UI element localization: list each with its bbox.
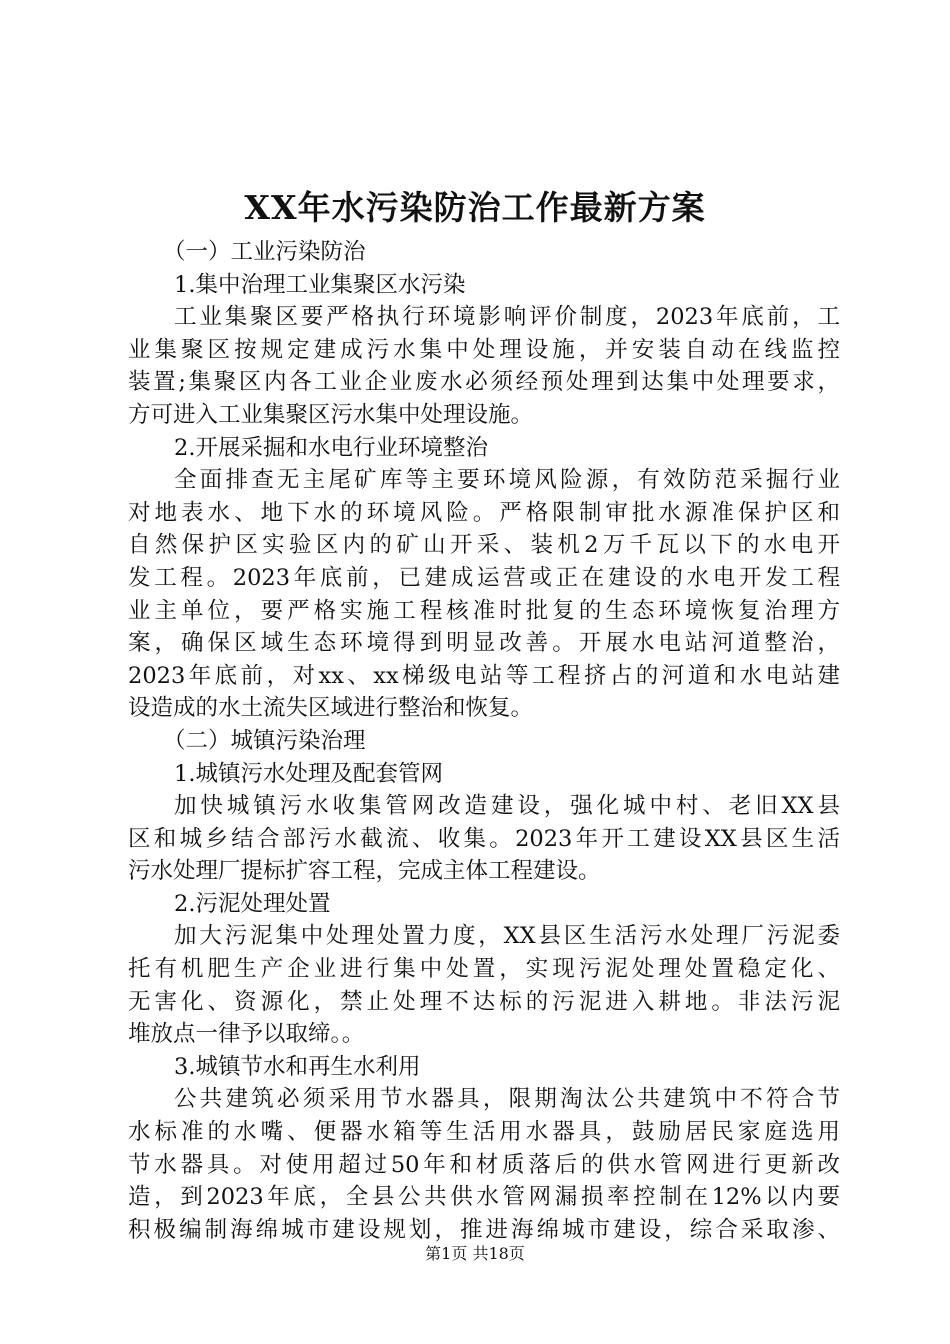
paragraph-line: 加快城镇污水收集管网改造建设，强化城中村、老旧XX县 — [174, 793, 840, 820]
document-title: XX年水污染防治工作最新方案 — [244, 188, 706, 227]
subsection-heading: 1.城镇污水处理及配套管网 — [174, 760, 443, 787]
paragraph-line: 工业集聚区要严格执行环境影响评价制度，2023年底前，工 — [174, 304, 840, 331]
paragraph-line: 造，到2023年底，全县公共供水管网漏损率控制在12%以内要 — [128, 1184, 840, 1211]
subsection-heading: 3.城镇节水和再生水利用 — [174, 1053, 421, 1080]
paragraph-line: 业集聚区按规定建成污水集中处理设施，并安装自动在线监控 — [128, 336, 840, 363]
paragraph-line: 发工程。2023年底前，已建成运营或正在建设的水电开发工程 — [128, 564, 840, 591]
paragraph-line: 节水器具。对使用超过50年和材质落后的供水管网进行更新改 — [128, 1151, 840, 1178]
subsection-heading: 2.开展采掘和水电行业环境整治 — [174, 434, 488, 461]
document-body — [128, 236, 840, 1246]
paragraph-line: 设造成的水土流失区域进行整治和恢复。 — [128, 695, 534, 722]
page-number: 第1页 共18页 — [425, 1244, 525, 1263]
paragraph-line: 方可进入工业集聚区污水集中处理设施。 — [128, 401, 534, 428]
paragraph-line: 托有机肥生产企业进行集中处置，实现污泥处理处置稳定化、 — [128, 956, 840, 983]
section-heading-1: （一）工业污染防治 — [163, 239, 366, 265]
subsection-heading: 1.集中治理工业集聚区水污染 — [174, 271, 466, 298]
paragraph-line: 对地表水、地下水的环境风险。严格限制审批水源准保护区和 — [128, 499, 840, 526]
section-heading-2: （二）城镇污染治理 — [163, 727, 366, 754]
paragraph-line: 业主单位，要严格实施工程核准时批复的生态环境恢复治理方 — [128, 597, 840, 624]
paragraph-line: 积极编制海绵城市建设规划，推进海绵城市建设，综合采取渗、 — [128, 1216, 840, 1243]
paragraph-line: 2023年底前，对xx、xx梯级电站等工程挤占的河道和水电站建 — [128, 662, 840, 689]
paragraph-line: 公共建筑必须采用节水器具，限期淘汰公共建筑中不符合节 — [174, 1086, 840, 1113]
subsection-heading: 2.污泥处理处置 — [174, 890, 331, 917]
paragraph-line: 案，确保区域生态环境得到明显改善。开展水电站河道整治， — [128, 630, 840, 657]
paragraph-line: 堆放点一律予以取缔。。 — [128, 1021, 365, 1048]
paragraph-line: 无害化、资源化，禁止处理不达标的污泥进入耕地。非法污泥 — [128, 988, 840, 1015]
paragraph-line: 装置;集聚区内各工业企业废水必须经预处理到达集中处理要求， — [128, 369, 840, 396]
paragraph-line: 加大污泥集中处理处置力度，XX县区生活污水处理厂污泥委 — [174, 923, 840, 950]
paragraph-line: 区和城乡结合部污水截流、收集。2023年开工建设XX县区生活 — [128, 825, 840, 852]
paragraph-line: 全面排查无主尾矿库等主要环境风险源，有效防范采掘行业 — [174, 467, 840, 494]
paragraph-line: 污水处理厂提标扩容工程，完成主体工程建设。 — [128, 858, 601, 885]
paragraph-line: 水标准的水嘴、便器水箱等生活用水器具，鼓励居民家庭选用 — [128, 1119, 840, 1146]
paragraph-line: 自然保护区实验区内的矿山开采、装机2万千瓦以下的水电开 — [128, 532, 840, 559]
